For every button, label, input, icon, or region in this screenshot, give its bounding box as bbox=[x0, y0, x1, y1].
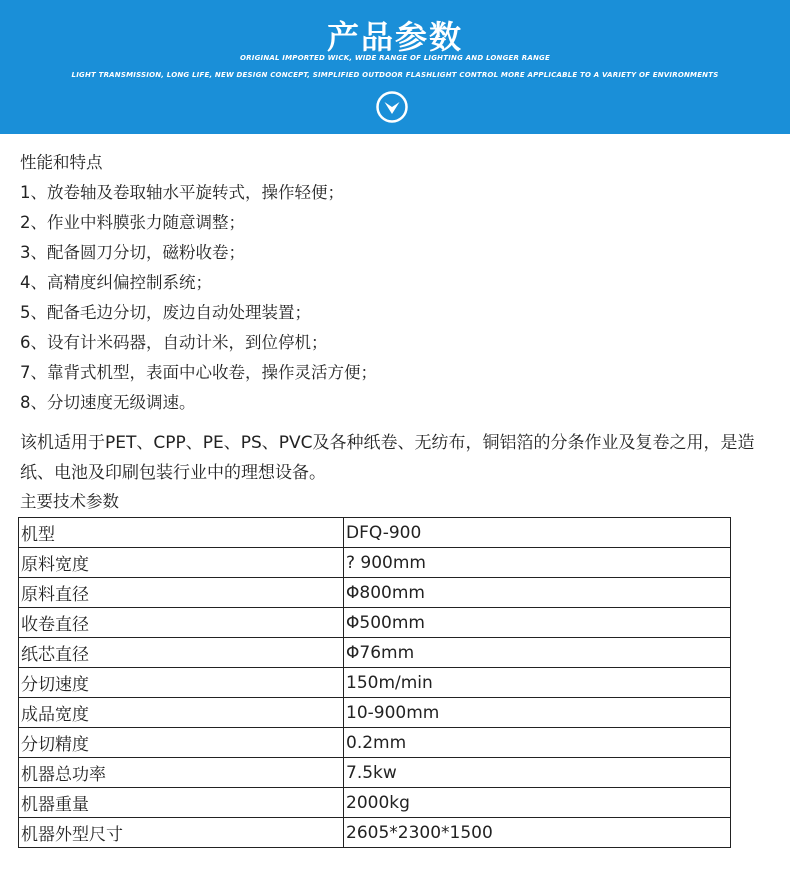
spec-value: 2605*2300*1500 bbox=[344, 818, 731, 848]
banner-subtitle-1: ORIGINAL IMPORTED WICK, WIDE RANGE OF LIGHTING AND LONGER RANGE bbox=[240, 54, 550, 62]
spec-key: 原料宽度 bbox=[19, 548, 344, 578]
table-row bbox=[19, 518, 731, 548]
table-row bbox=[19, 638, 731, 668]
feature-item: 8、分切速度无级调速。 bbox=[20, 393, 196, 412]
feature-item: 5、配备毛边分切，废边自动处理装置； bbox=[20, 303, 311, 322]
spec-key: 机型 bbox=[19, 518, 344, 548]
spec-key: 机器总功率 bbox=[19, 758, 344, 788]
description-paragraph: 该机适用于PET、CPP、PE、PS、PVC及各种纸卷、无纺布，铜铝箔的分条作业及复卷之用，是造纸、电池及印刷包装行业中的理想设备。 bbox=[20, 433, 755, 483]
main-content bbox=[20, 148, 782, 516]
spec-value: 150m/min bbox=[344, 668, 731, 698]
feature-item: 1、放卷轴及卷取轴水平旋转式，操作轻便； bbox=[20, 183, 344, 202]
spec-key: 机器重量 bbox=[19, 788, 344, 818]
spec-key: 纸芯直径 bbox=[19, 638, 344, 668]
spec-key: 原料直径 bbox=[19, 578, 344, 608]
banner-subtitle-2: LIGHT TRANSMISSION, LONG LIFE, NEW DESIGN CONCEPT, SIMPLIFIED OUTDOOR FLASHLIGHT CONTROL MORE APPLICABLE TO A VARIETY OF ENVIRONMENTS bbox=[71, 71, 719, 79]
spec-value: ? 900mm bbox=[344, 548, 731, 578]
specs-table bbox=[18, 517, 731, 848]
chevron-down-circle-icon bbox=[376, 91, 408, 123]
spec-value: 7.5kw bbox=[344, 758, 731, 788]
spec-value: 2000kg bbox=[344, 788, 731, 818]
feature-item: 7、靠背式机型，表面中心收卷，操作灵活方便； bbox=[20, 363, 377, 382]
specs-heading: 主要技术参数 bbox=[20, 492, 119, 511]
spec-value: 0.2mm bbox=[344, 728, 731, 758]
spec-key: 分切精度 bbox=[19, 728, 344, 758]
spec-value: DFQ-900 bbox=[344, 518, 731, 548]
table-row bbox=[19, 548, 731, 578]
table-row bbox=[19, 608, 731, 638]
table-row bbox=[19, 788, 731, 818]
features-list bbox=[20, 178, 782, 418]
spec-value: Φ500mm bbox=[344, 608, 731, 638]
spec-value: Φ76mm bbox=[344, 638, 731, 668]
table-row bbox=[19, 698, 731, 728]
page-title: 产品参数 bbox=[326, 18, 463, 56]
spec-value: Φ800mm bbox=[344, 578, 731, 608]
spec-key: 成品宽度 bbox=[19, 698, 344, 728]
feature-item: 4、高精度纠偏控制系统； bbox=[20, 273, 212, 292]
feature-item: 3、配备圆刀分切，磁粉收卷； bbox=[20, 243, 245, 262]
spec-key: 收卷直径 bbox=[19, 608, 344, 638]
feature-item: 2、作业中料膜张力随意调整； bbox=[20, 213, 245, 232]
features-heading: 性能和特点 bbox=[20, 153, 103, 172]
table-row bbox=[19, 668, 731, 698]
table-row bbox=[19, 578, 731, 608]
spec-key: 机器外型尺寸 bbox=[19, 818, 344, 848]
table-row bbox=[19, 818, 731, 848]
feature-item: 6、设有计米码器，自动计米，到位停机； bbox=[20, 333, 328, 352]
spec-value: 10-900mm bbox=[344, 698, 731, 728]
table-row bbox=[19, 758, 731, 788]
spec-key: 分切速度 bbox=[19, 668, 344, 698]
table-row bbox=[19, 728, 731, 758]
header-banner bbox=[0, 0, 790, 134]
